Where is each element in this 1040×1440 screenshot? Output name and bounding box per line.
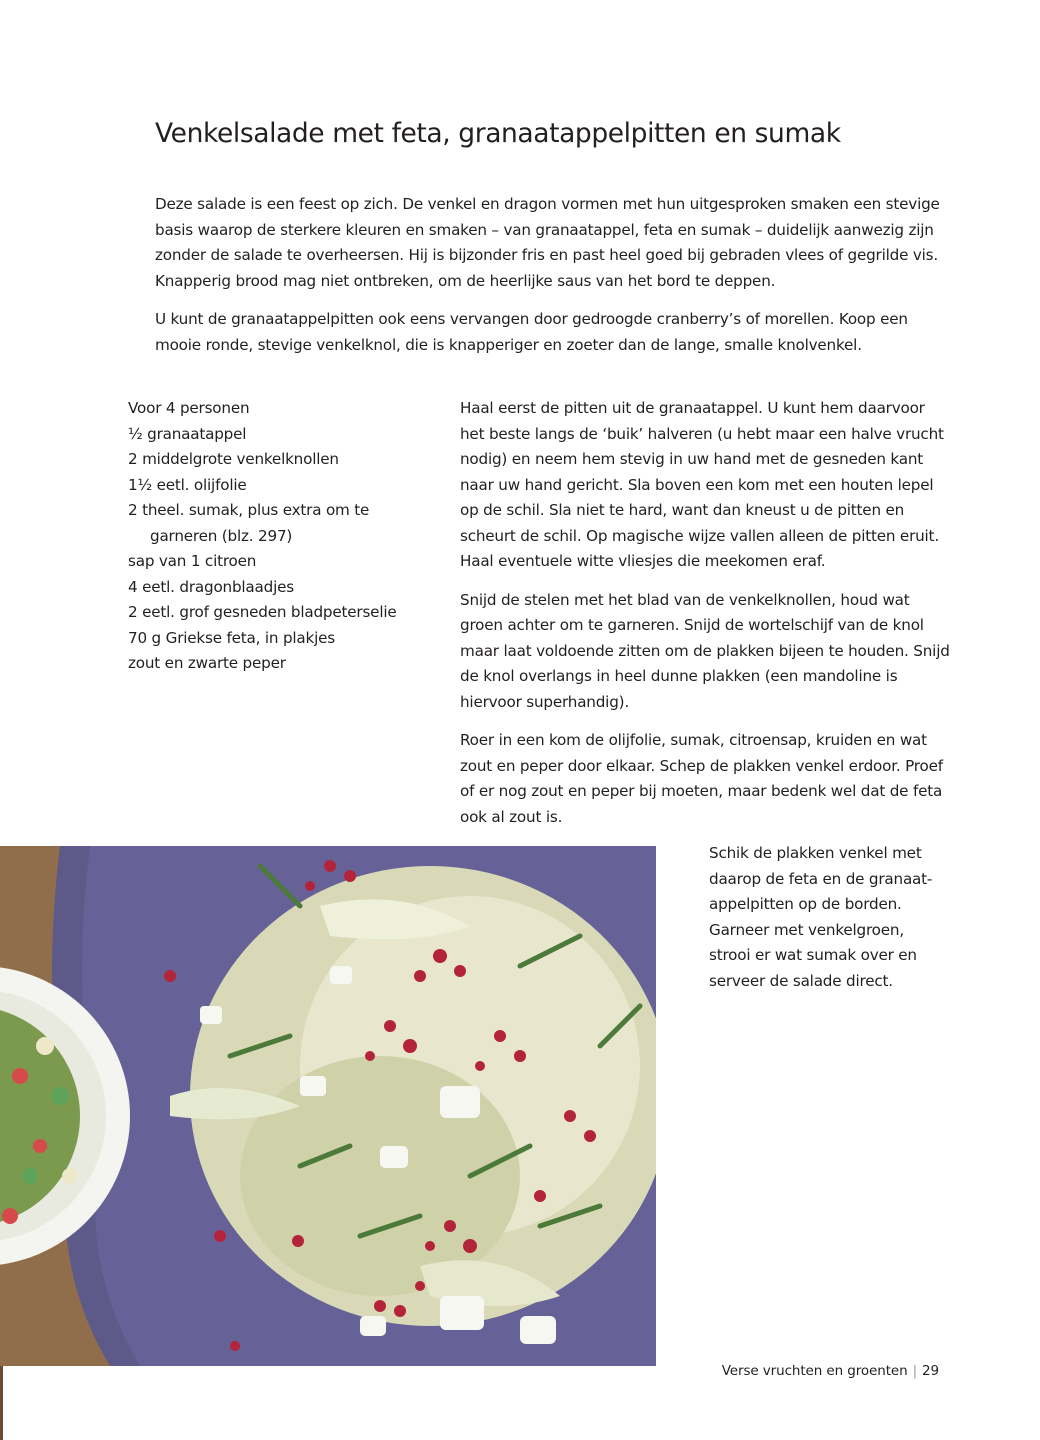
ingredient-item: 2 middelgrote venkelknollen — [128, 450, 339, 468]
ingredient-item: 2 eetl. grof gesneden bladpeterselie — [128, 603, 397, 621]
photo-edge-rule — [0, 1366, 3, 1440]
intro-paragraph: Deze salade is een feest op zich. De venkel en dragon vormen met hun uitgesproken smaken een stevige basis waarop de sterkere kleuren en smaken – van granaatappel, feta en sumak – duidelijk aanwezig zijn zonder de salade te overheersen. Hij is bijzonder fris en past heel goed bij gebraden vlees of gegrilde vis. Knapperig brood mag niet ontbreken, om de heerlijke saus van het bord te deppen. — [155, 195, 940, 290]
ingredient-item: Voor 4 personen — [128, 399, 250, 417]
ingredient-item: zout en zwarte peper — [128, 654, 286, 672]
ingredient-item: 70 g Griekse feta, in plakjes — [128, 628, 335, 647]
ingredient-item: ½ granaatappel — [128, 424, 247, 443]
method-step: Haal eerst de pitten uit de granaatappel. U kunt hem daarvoor het beste langs de ‘buik’ halveren (u hebt maar een halve vrucht nodig) en neem hem stevig in uw hand met de gesneden kant naar uw hand gericht. Sla boven een kom met een houten lepel op de schil. Sla niet te hard, want dan kneust u de pitten en scheurt de schil. Op magische wijze vallen alleen de pitten eruit. Haal eventuele witte vliesjes die meekomen eraf. — [460, 399, 944, 570]
footer-separator: | — [912, 1363, 918, 1379]
page-number: 29 — [922, 1363, 939, 1379]
ingredient-list — [128, 396, 438, 677]
ingredient-item: 1½ eetl. olijfolie — [128, 475, 247, 494]
page-footer — [722, 1363, 939, 1379]
salad-photo — [0, 846, 656, 1366]
method-step: Snijd de stelen met het blad van de venkelknollen, houd wat groen achter om te garneren. Snijd de wortelschijf van de knol maar laat voldoende zitten om de plakken bijeen te houden. Snijd de knol overlangs in heel dunne plakken (een mandoline is hiervoor superhandig). — [460, 590, 950, 711]
method-step-final: Schik de plakken venkel met daarop de feta en de granaatappelpitten op de borden. Garneer met venkelgroen, strooi er wat sumak over en serveer de salade direct. — [709, 844, 933, 990]
section-name: Verse vruchten en groenten — [721, 1363, 908, 1379]
intro-text — [155, 192, 955, 371]
recipe-title: Venkelsalade met feta, granaatappelpitten en sumak — [155, 118, 841, 149]
ingredient-item: 2 theel. sumak, plus extra om te garneren (blz. 297) — [128, 501, 370, 545]
intro-paragraph: U kunt de granaatappelpitten ook eens vervangen door gedroogde cranberry’s of morellen. Koop een mooie ronde, stevige venkelknol, die is knapperiger en zoeter dan de lange, smalle knolvenkel. — [155, 310, 908, 354]
method-step: Roer in een kom de olijfolie, sumak, citroensap, kruiden en wat zout en peper door elkaar. Schep de plakken venkel erdoor. Proef of er nog zout en peper bij moeten, maar bedenk wel dat de feta ook al zout is. — [460, 731, 943, 826]
ingredient-item: sap van 1 citroen — [128, 552, 257, 570]
ingredient-item: 4 eetl. dragonblaadjes — [128, 577, 294, 596]
method-steps — [460, 396, 950, 843]
